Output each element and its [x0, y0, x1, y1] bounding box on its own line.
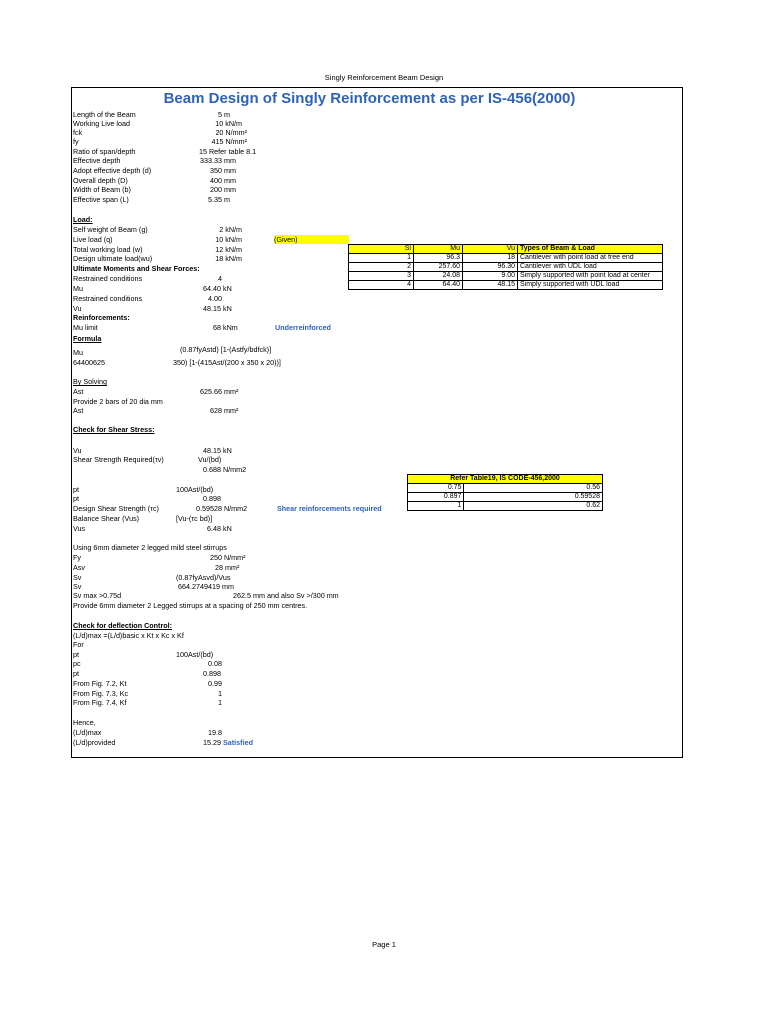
value-effective-span: 5.35 m [208, 195, 230, 204]
value-vus: 6.48 kN [207, 524, 232, 533]
value-live-load: 10 kN/m [215, 119, 242, 128]
label-kf: From Fig. 7.4, Kf [73, 698, 127, 707]
label-pt-formula: pt [73, 485, 79, 494]
label-sv-formula: Sv [73, 573, 82, 582]
label-span-depth: Ratio of span/depth [73, 147, 136, 156]
section-by-solving: By Solving [73, 377, 107, 386]
section-load: Load: [73, 215, 93, 224]
value-ultimate-load: 18 kN/m [215, 254, 242, 263]
value-tau-v: 0.688 N/mm2 [203, 465, 247, 474]
value-span-depth: 15 Refer table 8.1 [199, 147, 257, 156]
value-fck: 20 N/mm² [215, 128, 247, 137]
table-cell: 2 [349, 263, 414, 272]
beam-load-table [348, 244, 663, 290]
table-cell: 9.00 [463, 272, 518, 281]
value-ast-provided: 628 mm² [210, 406, 239, 415]
value-pt: 0.898 [203, 494, 221, 503]
value-ld-provided: 15.29 [203, 738, 221, 747]
section-formula: Formula [73, 334, 102, 343]
label-sv-value: Sv [73, 582, 82, 591]
label-kc: From Fig. 7.3, Kc [73, 689, 129, 698]
shear-strength-table [407, 474, 603, 511]
table-row [349, 254, 663, 263]
label-vu: Vu [73, 304, 82, 313]
label-pt-deflection-value: pt [73, 669, 79, 678]
label-ld-max: (L/d)max [73, 728, 102, 737]
label-length: Length of the Beam [73, 110, 136, 119]
label-vus: Vus [73, 524, 86, 533]
label-restrained-1: Restrained conditions [73, 274, 143, 283]
table-cell: 96.3 [414, 254, 463, 263]
value-balance-shear: [Vu-(τc bd)] [176, 514, 213, 523]
value-vu-shear: 48.15 kN [203, 446, 232, 455]
value-sv-max: 262.5 mm and also Sv >/300 mm [233, 591, 339, 600]
value-self-weight: 2 kN/m [219, 225, 242, 234]
label-for: For [73, 640, 84, 649]
table-header: Sl [349, 245, 414, 254]
label-width: Width of Beam (b) [73, 185, 131, 194]
table-cell: 96.30 [463, 263, 518, 272]
table-header: Vu [463, 245, 518, 254]
label-stirrups: Using 6mm diameter 2 legged mild steel stirrups [73, 543, 227, 552]
label-effective-span: Effective span (L) [73, 195, 129, 204]
page-title: Beam Design of Singly Reinforcement as per IS-456(2000) [163, 90, 576, 107]
table-cell: 48.15 [463, 281, 518, 290]
table-header: Types of Beam & Load [518, 245, 663, 254]
label-pt-value: pt [73, 494, 79, 503]
section-ultimate-moments: Ultimate Moments and Shear Forces: [73, 264, 200, 273]
label-design-shear: Design Shear Strength (τc) [73, 504, 159, 513]
value-adopt-depth: 350 mm [210, 166, 236, 175]
label-mu-limit: Mu limit [73, 323, 98, 332]
label-mu-number: 64400625 [73, 358, 105, 367]
label-hence: Hence, [73, 718, 96, 727]
page-number: Page 1 [372, 940, 396, 949]
section-reinforcements: Reinforcements: [73, 313, 130, 322]
value-mu-substituted: 350) [1-(415Ast/(200 x 350 x 20))] [173, 358, 281, 367]
value-restrained-2: 4.00 [208, 294, 222, 303]
label-pc: pc [73, 659, 81, 668]
table-cell: 1 [349, 254, 414, 263]
table-row [408, 502, 603, 511]
value-fy: 415 N/mm² [211, 137, 247, 146]
section-deflection: Check for deflection Control: [73, 621, 173, 630]
label-ld-max-formula: (L/d)max =(L/d)basic x Kt x Kc x Kf [73, 631, 184, 640]
label-live-load-q: Live load (q) [73, 235, 113, 244]
table-cell: Simply supported with UDL load [518, 281, 663, 290]
value-effective-depth: 333.33 mm [200, 156, 236, 165]
table-header: Mu [414, 245, 463, 254]
table-cell: 0.56 [464, 484, 603, 493]
label-restrained-2: Restrained conditions [73, 294, 143, 303]
sheet-border [71, 87, 683, 758]
value-ld-max: 19.8 [208, 728, 222, 737]
value-restrained-1: 4 [218, 274, 222, 283]
value-mu-limit: 68 kNm [213, 323, 238, 332]
value-ast-required: 625.66 mm² [200, 387, 239, 396]
value-length: 5 m [218, 110, 230, 119]
table-row [349, 263, 663, 272]
label-fy: fy [73, 137, 79, 146]
table-cell: 0.75 [408, 484, 464, 493]
label-ultimate-load: Design ultimate load(wu) [73, 254, 153, 263]
value-mu-formula: (0.87fyAstd) [1-(Astfy/bdfck)] [180, 345, 272, 354]
label-vu-shear: Vu [73, 446, 82, 455]
table-cell: 64.40 [414, 281, 463, 290]
value-sv-formula: (0.87fyAsvd)/Vus [176, 573, 231, 582]
value-sv: 664.2749419 mm [178, 582, 234, 591]
label-fy-stirrup: Fy [73, 553, 81, 562]
label-self-weight: Self weight of Beam (g) [73, 225, 148, 234]
value-pt-formula: 100Ast/(bd) [176, 485, 214, 494]
value-kt: 0.99 [208, 679, 222, 688]
table-cell: 257.60 [414, 263, 463, 272]
table-header: Refer Table19, IS CODE-456,2000 [408, 475, 603, 484]
label-adopt-depth: Adopt effective depth (d) [73, 166, 152, 175]
label-provide-bars: Provide 2 bars of 20 dia mm [73, 397, 163, 406]
underreinforced-note: Underreinforced [275, 323, 331, 332]
value-design-shear: 0.59528 N/mm2 [196, 504, 248, 513]
table-cell: Cantilever with point load at free end [518, 254, 663, 263]
label-asv: Asv [73, 563, 85, 572]
label-kt: From Fig. 7.2, Kt [73, 679, 127, 688]
section-shear-stress: Check for Shear Stress: [73, 425, 155, 434]
label-fck: fck [73, 128, 83, 137]
value-shear-formula: Vu/(bd) [198, 455, 222, 464]
table-cell: Simply supported with point load at center [518, 272, 663, 281]
label-total-load: Total working load (w) [73, 245, 143, 254]
value-mu: 64.40 kN [203, 284, 232, 293]
table-cell: 3 [349, 272, 414, 281]
value-kc: 1 [218, 689, 222, 698]
value-asv: 28 mm² [215, 563, 240, 572]
table-cell: 0.59528 [464, 493, 603, 502]
value-total-load: 12 kN/m [215, 245, 242, 254]
table-row [408, 493, 603, 502]
value-pt-deflection: 0.898 [203, 669, 221, 678]
value-width: 200 mm [210, 185, 236, 194]
table-row [408, 484, 603, 493]
label-mu-formula: Mu [73, 348, 83, 357]
table-cell: 0.62 [464, 502, 603, 511]
label-ast-required: Ast [73, 387, 84, 396]
table-cell: Cantilever with UDL load [518, 263, 663, 272]
value-vu: 48.15 kN [203, 304, 232, 313]
label-shear-strength: Shear Strength Required(τv) [73, 455, 164, 464]
label-sv-max: Sv max >0.75d [73, 591, 122, 600]
given-note: (Given) [274, 235, 349, 244]
label-mu: Mu [73, 284, 83, 293]
table-row [349, 281, 663, 290]
label-effective-depth: Effective depth [73, 156, 121, 165]
label-balance-shear: Balance Shear (Vus) [73, 514, 140, 523]
table-row [349, 272, 663, 281]
page-header: Singly Reinforcement Beam Design [324, 73, 444, 82]
satisfied-note: Satisfied [223, 738, 253, 747]
label-ast-provided: Ast [73, 406, 84, 415]
label-pt-deflection: pt [73, 650, 79, 659]
value-pc: 0.08 [208, 659, 222, 668]
label-ld-provided: (L/d)provided [73, 738, 116, 747]
table-cell: 1 [408, 502, 464, 511]
value-pt-deflection-formula: 100Ast/(bd) [176, 650, 214, 659]
table-cell: 4 [349, 281, 414, 290]
value-fy-stirrup: 250 N/mm² [210, 553, 246, 562]
value-live-load-q: 10 kN/m [215, 235, 242, 244]
value-kf: 1 [218, 698, 222, 707]
shear-required-note: Shear reinforcements required [277, 504, 382, 513]
label-provide-stirrups: Provide 6mm diameter 2 Legged stirrups at a spacing of 250 mm centres. [73, 601, 308, 610]
label-live-load: Working Live load [73, 119, 130, 128]
value-overall-depth: 400 mm [210, 176, 236, 185]
label-overall-depth: Overall depth (D) [73, 176, 128, 185]
table-cell: 18 [463, 254, 518, 263]
table-cell: 24.08 [414, 272, 463, 281]
table-cell: 0.897 [408, 493, 464, 502]
